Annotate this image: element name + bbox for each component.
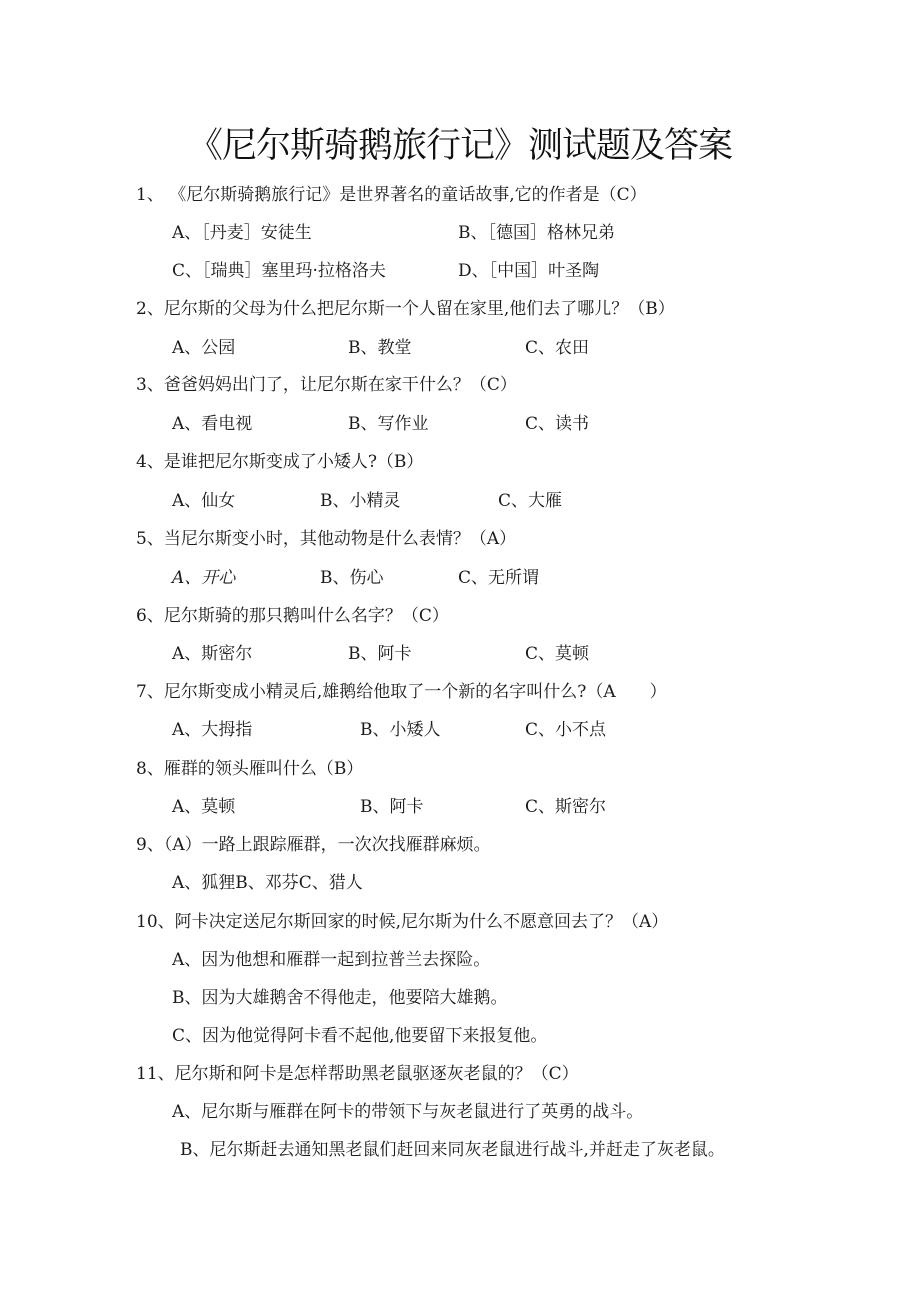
question-3: 3、爸爸妈妈出门了，让尼尔斯在家干什么？（C） xyxy=(136,375,517,395)
q2-option-b: B、教堂 xyxy=(348,338,412,358)
q1-option-a: A、［丹麦］安徒生 xyxy=(172,223,312,243)
question-8: 8、雁群的领头雁叫什么（B） xyxy=(136,759,364,779)
q9-options: A、狐狸B、邓芬C、猎人 xyxy=(172,873,363,893)
q4-option-b: B、小精灵 xyxy=(320,491,401,511)
question-10: 10、阿卡决定送尼尔斯回家的时候,尼尔斯为什么不愿意回去了？（A） xyxy=(136,912,669,932)
q1-option-c: C、［瑞典］塞里玛·拉格洛夫 xyxy=(172,261,386,281)
q1-option-d: D、［中国］叶圣陶 xyxy=(458,261,600,281)
q10-option-a: A、因为他想和雁群一起到拉普兰去探险。 xyxy=(172,950,491,970)
q3-option-b: B、写作业 xyxy=(348,414,429,434)
q8-option-b: B、阿卡 xyxy=(360,797,424,817)
q11-option-a: A、尼尔斯与雁群在阿卡的带领下与灰老鼠进行了英勇的战斗。 xyxy=(172,1102,644,1122)
question-4: 4、是谁把尼尔斯变成了小矮人?（B） xyxy=(136,452,424,472)
q3-option-a: A、看电视 xyxy=(172,414,253,434)
question-9: 9、（A）一路上跟踪雁群，一次次找雁群麻烦。 xyxy=(136,835,491,855)
q7-option-c: C、小不点 xyxy=(525,720,607,740)
q2-option-a: A、公园 xyxy=(172,338,236,358)
q7-option-b: B、小矮人 xyxy=(360,720,441,740)
q5-option-b: B、伤心 xyxy=(320,568,384,588)
page-title: 《尼尔斯骑鹅旅行记》测试题及答案 xyxy=(187,126,732,166)
q3-option-c: C、读书 xyxy=(525,414,590,434)
question-7: 7、尼尔斯变成小精灵后,雄鹅给他取了一个新的名字叫什么?（A ） xyxy=(136,682,667,702)
q10-option-c: C、因为他觉得阿卡看不起他,他要留下来报复他。 xyxy=(172,1026,548,1046)
q10-option-b: B、因为大雄鹅舍不得他走，他要陪大雄鹅。 xyxy=(172,988,508,1008)
q2-option-c: C、农田 xyxy=(525,338,590,358)
q5-option-c: C、无所谓 xyxy=(458,568,540,588)
q11-option-b: B、尼尔斯赶去通知黑老鼠们赶回来同灰老鼠进行战斗,并赶走了灰老鼠。 xyxy=(180,1140,725,1160)
question-1: 1、 《尼尔斯骑鹅旅行记》是世界著名的童话故事,它的作者是（C） xyxy=(136,185,647,205)
q6-option-c: C、莫顿 xyxy=(525,644,590,664)
q7-option-a: A、大拇指 xyxy=(172,720,253,740)
q6-option-a: A、斯密尔 xyxy=(172,644,253,664)
question-11: 11、尼尔斯和阿卡是怎样帮助黑老鼠驱逐灰老鼠的？（C） xyxy=(136,1064,579,1084)
q6-option-b: B、阿卡 xyxy=(348,644,412,664)
q8-option-c: C、斯密尔 xyxy=(525,797,607,817)
q4-option-a: A、仙女 xyxy=(172,491,236,511)
q5-option-a: A、开心 xyxy=(172,568,236,588)
question-5: 5、当尼尔斯变小时，其他动物是什么表情？（A） xyxy=(136,529,517,549)
question-2: 2、尼尔斯的父母为什么把尼尔斯一个人留在家里,他们去了哪儿？（B） xyxy=(136,299,675,319)
q8-option-a: A、莫顿 xyxy=(172,797,236,817)
question-6: 6、尼尔斯骑的那只鹅叫什么名字？（C） xyxy=(136,606,449,626)
q4-option-c: C、大雁 xyxy=(498,491,563,511)
q1-option-b: B、［德国］格林兄弟 xyxy=(458,223,615,243)
